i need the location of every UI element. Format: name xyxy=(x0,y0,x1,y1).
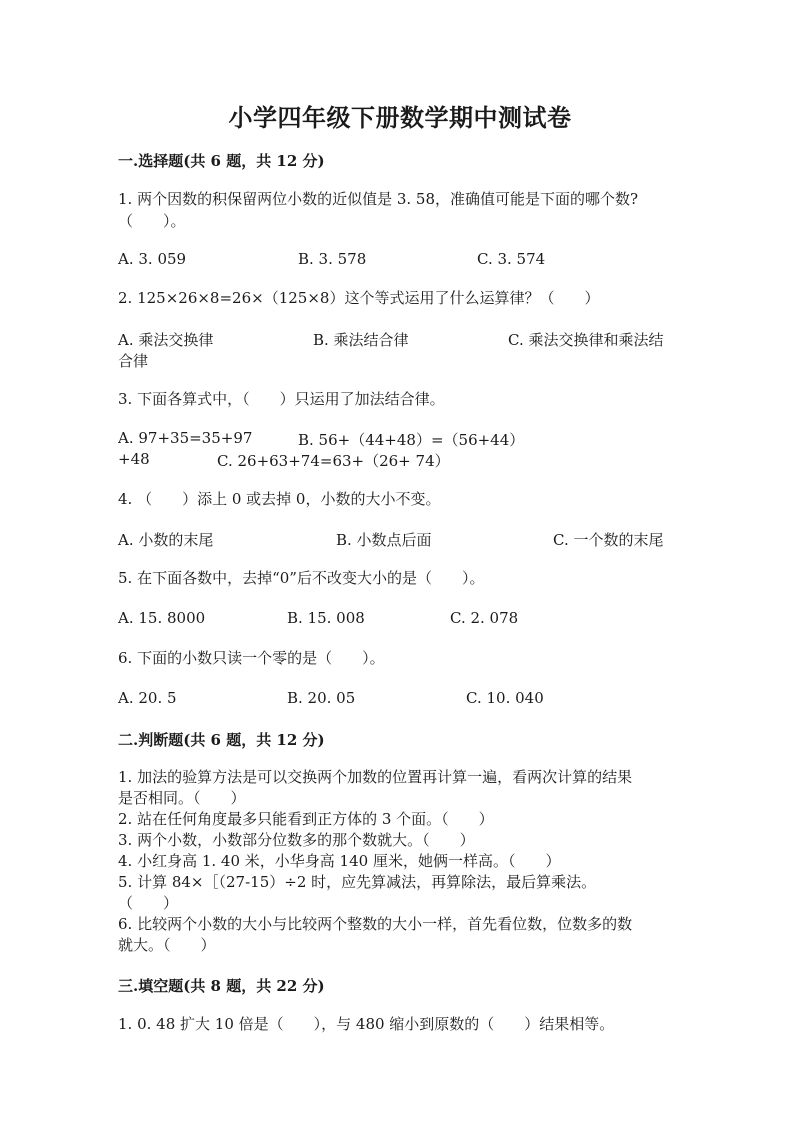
statement-line: 1. 加法的验算方法是可以交换两个加数的位置再计算一遍，看两次计算的结果 xyxy=(118,768,633,786)
statement-line: 6. 比较两个小数的大小与比较两个整数的大小一样，首先看位数，位数多的数 xyxy=(118,915,633,933)
option-a: A. 乘法交换律 xyxy=(118,331,214,349)
option-a: A. 15. 8000 xyxy=(118,609,206,627)
question-text: 1. 0. 48 扩大 10 倍是（ ），与 480 缩小到原数的（ ）结果相等。 xyxy=(118,1015,615,1033)
statement-line: 5. 计算 84×［（27-15）÷2 时，应先算减法，再算除法，最后算乘法。 xyxy=(118,873,597,891)
option-c: C. 一个数的末尾 xyxy=(553,531,664,549)
statement-line: 2. 站在任何角度最多只能看到正方体的 3 个面。（ ） xyxy=(118,810,494,828)
question-text: 1. 两个因数的积保留两位小数的近似值是 3. 58，准确值可能是下面的哪个数? xyxy=(118,190,639,208)
question-text: 2. 125×26×8=26×（125×8）这个等式运用了什么运算律？（ ） xyxy=(118,289,600,307)
option-c: C. 26+63+74=63+（26+ 74） xyxy=(217,452,450,470)
question-text: 6. 下面的小数只读一个零的是（ ）。 xyxy=(118,649,385,667)
option-c: C. 3. 574 xyxy=(477,250,546,268)
option-c-continued: 合律 xyxy=(118,352,149,370)
section-heading-judgement: 二.判断题(共 6 题，共 12 分) xyxy=(118,731,325,749)
question-text: （ ）。 xyxy=(118,212,186,230)
option-c: C. 2. 078 xyxy=(450,609,519,627)
option-b: B. 3. 578 xyxy=(298,250,367,268)
option-b: B. 20. 05 xyxy=(287,689,356,707)
option-a: A. 20. 5 xyxy=(118,689,177,707)
option-a: A. 97+35=35+97 xyxy=(118,429,253,447)
statement-line: 3. 两个小数，小数部分位数多的那个数就大。（ ） xyxy=(118,831,475,849)
option-a: A. 3. 059 xyxy=(118,250,187,268)
question-text: 3. 下面各算式中，（ ）只运用了加法结合律。 xyxy=(118,390,445,408)
statement-line: 是否相同。（ ） xyxy=(118,789,246,807)
section-heading-fill-blank: 三.填空题(共 8 题，共 22 分) xyxy=(118,977,325,995)
option-b: B. 乘法结合律 xyxy=(313,331,409,349)
question-text: 5. 在下面各数中，去掉“0”后不改变大小的是（ ）。 xyxy=(118,569,485,587)
option-b: B. 小数点后面 xyxy=(336,531,432,549)
statement-line: 4. 小红身高 1. 40 米，小华身高 140 厘米，她俩一样高。（ ） xyxy=(118,852,561,870)
option-c: C. 10. 040 xyxy=(466,689,544,707)
option-b: B. 56+（44+48）=（56+44） xyxy=(298,431,525,449)
option-c: C. 乘法交换律和乘法结 xyxy=(508,331,664,349)
page-title: 小学四年级下册数学期中测试卷 xyxy=(228,103,572,132)
statement-line: 就大。（ ） xyxy=(118,936,216,954)
question-text: 4. （ ）添上 0 或去掉 0，小数的大小不变。 xyxy=(118,490,441,508)
section-heading-choice: 一.选择题(共 6 题，共 12 分) xyxy=(118,152,325,170)
option-b-continued: +48 xyxy=(118,450,150,468)
option-b: B. 15. 008 xyxy=(287,609,365,627)
statement-line: （ ） xyxy=(118,894,179,912)
option-a: A. 小数的末尾 xyxy=(118,531,214,549)
